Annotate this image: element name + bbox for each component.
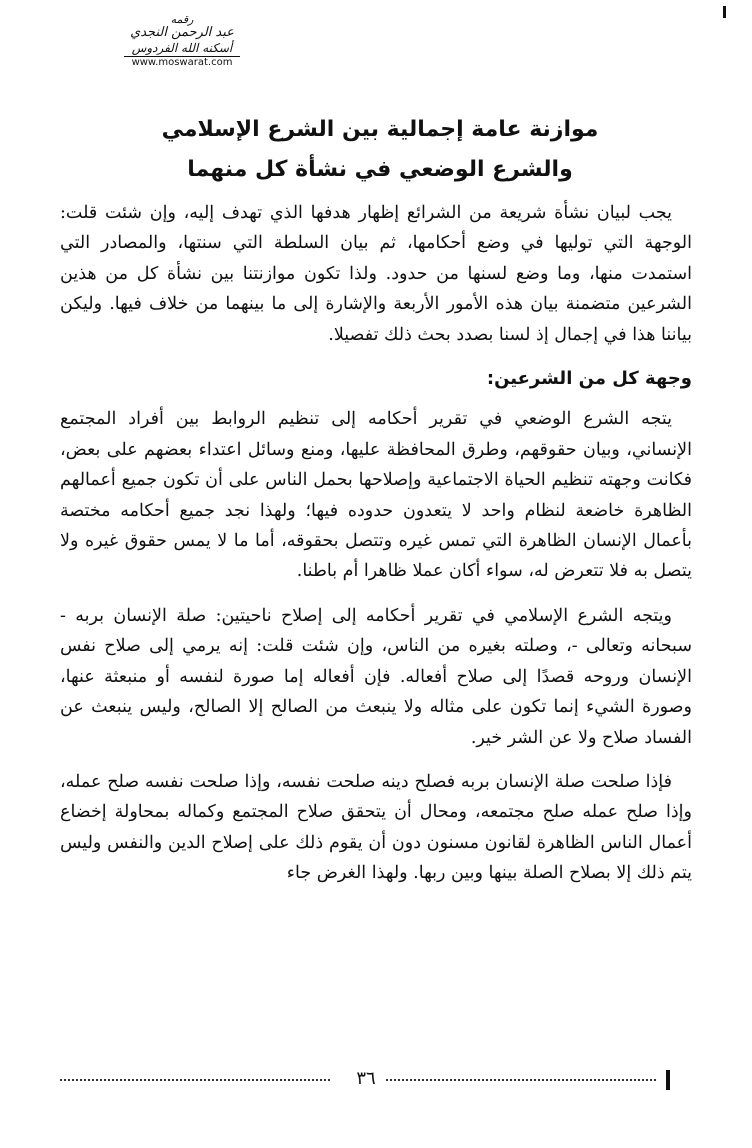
page-number: ٣٦ — [356, 1068, 376, 1089]
stamp-website: www.moswarat.com — [131, 56, 233, 68]
stamp-line-1: رقمه — [170, 13, 194, 26]
title-line-1: موازنة عامة إجمالية بين الشرع الإسلامي — [161, 117, 599, 142]
paragraph-intro: يجب لبيان نشأة شريعة من الشرائع إظهار هدفها الذي تهدف إليه، وإن شئت قلت: الوجهة التي توليها في وضع أحكامها، ثم بيان السلطة التي سنتها، والمصادر التي استمدت منها، وما وضع لسنها من حدود. ولذا تكون موازنتنا بين نشأة كل من هذين الشرعين متضمنة بيان هذه الأمور الأربعة والإشارة إلى ما بينهما من خلاف فيها. وليكن بياننا هذا في إجمال إذ لسنا بصدد بحث ذلك تفصيلا. — [60, 203, 692, 345]
footer-rule-left — [60, 1079, 330, 1081]
body-text — [60, 198, 692, 889]
page-footer — [60, 1068, 670, 1092]
corner-mark — [723, 6, 726, 18]
footer-rule-right — [386, 1079, 656, 1081]
title-line-2: والشرع الوضعي في نشأة كل منهما — [187, 157, 573, 182]
library-stamp — [92, 14, 272, 68]
stamp-line-2: عبد الرحمن النجدي — [130, 24, 234, 40]
stamp-line-3: أسكنه الله الفردوس — [124, 42, 241, 57]
paragraph-islamic-law: ويتجه الشرع الإسلامي في تقرير أحكامه إلى إصلاح ناحيتين: صلة الإنسان بربه - سبحانه وتعالى -، وصلته بغيره من الناس، وإن شئت قلت: إنه يرمي إلى صلاح نفس الإنسان وروحه قصدًا إلى صلاح أفعاله. فإن أفعاله إما صورة لنفسه أو منبعثة عنها، وصورة الشيء إنما تكون على مثاله ولا ينبعث من الصالح إلا الصالح، وليس ينبعث عن الفساد صلاح ولا عن الشر خير. — [60, 605, 692, 748]
section-heading: وجهة كل من الشرعين: — [486, 368, 692, 390]
paragraph-reform: فإذا صلحت صلة الإنسان بربه فصلح دينه صلحت نفسه، وإذا صلحت نفسه صلح عمله، وإذا صلح عمله صلح مجتمعه، ومحال أن يتحقق صلاح المجتمع وكماله بمحاولة إخضاع أعمال الناس الظاهرة لقانون مسنون دون أن يقوم ذلك على إصلاح الدين والنفس وليس يتم ذلك إلا بصلاح الصلة بينها وبين ربها. ولهذا الغرض جاء — [60, 771, 692, 884]
paragraph-positive-law: يتجه الشرع الوضعي في تقرير أحكامه إلى تنظيم الروابط بين أفراد المجتمع الإنساني، وبيان حقوقهم، وطرق المحافظة عليها، ومنع وسائل اعتداء بعضهم على بعض، فكانت وجهته تنظيم الحياة الاجتماعية وإصلاحها بحمل الناس على أن تكون جميع أعمالهم الظاهرة خاضعة لنظام واحد لا يتعدون حدوده فيها؛ ولهذا نجد جميع أحكامه مختصة بأعمال الإنسان الظاهرة التي تمس غيره وتتصل بحقوقه، أما ما لا يمس حقوق غيره ولا يتصل به فلا تتعرض له، سواء أكان عملا ظاهرا أم باطنا. — [60, 409, 692, 582]
page-title — [120, 110, 640, 190]
footer-bar — [666, 1070, 670, 1090]
